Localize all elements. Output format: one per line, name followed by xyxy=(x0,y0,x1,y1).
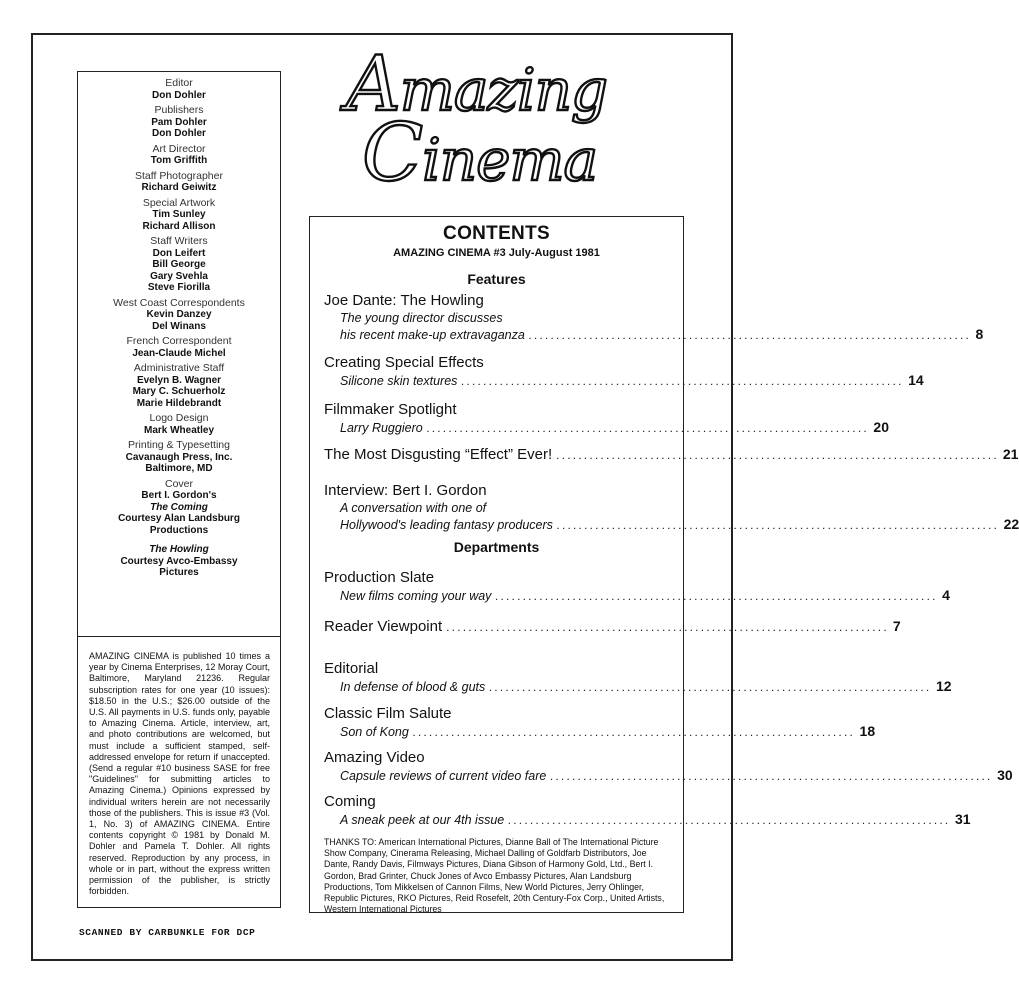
staff-name: Steve Fiorilla xyxy=(147,282,211,293)
page-number: 30 xyxy=(997,767,1013,783)
logo-line1-initial: A xyxy=(346,39,400,128)
staff-name: Bert I. Gordon's xyxy=(141,490,217,501)
entry-title: Editorial xyxy=(324,660,379,677)
logo-line2-initial: C xyxy=(362,106,423,199)
staff-name: Gary Svehla xyxy=(150,270,208,282)
staff-role: West Coast Correspondents xyxy=(113,296,245,309)
staff-name: Cavanaugh Press, Inc. xyxy=(125,451,233,463)
staff-role: Printing & Typesetting xyxy=(128,439,230,451)
leader-dots: ................................................................................ xyxy=(550,769,994,783)
department-entry xyxy=(324,617,901,636)
leader-dots: ................................................................................ xyxy=(495,589,939,603)
staff-name: Tim Sunley xyxy=(152,209,206,220)
amazing-cinema-logo xyxy=(326,39,674,199)
features-heading: Features xyxy=(467,271,526,287)
department-entry xyxy=(324,793,971,828)
entry-subtitle: A conversation with one of xyxy=(340,501,487,515)
staff-role: Staff Photographer xyxy=(135,169,223,182)
page-number: 14 xyxy=(908,372,924,388)
leader-dots: ................................................................................ xyxy=(508,813,951,827)
staff-role: Logo Design xyxy=(149,412,209,424)
staff-name: Jean-Claude Michel xyxy=(132,347,226,359)
entry-subtitle: New films coming your way xyxy=(340,589,492,603)
department-entry xyxy=(324,569,950,604)
feature-entry xyxy=(324,292,984,343)
entry-subtitle: Silicone skin textures xyxy=(340,374,458,388)
feature-entry xyxy=(324,445,1019,464)
staff-role: French Correspondent xyxy=(126,335,232,347)
entry-subtitle: Hollywood's leading fantasy producers xyxy=(340,518,553,532)
staff-name: Productions xyxy=(149,524,209,536)
staff-name: Richard Allison xyxy=(142,220,216,232)
entry-title: Joe Dante: The Howling xyxy=(324,292,484,309)
staff-role: Art Director xyxy=(152,142,206,155)
feature-entry xyxy=(324,482,1019,533)
staff-name: Baltimore, MD xyxy=(145,463,213,474)
entry-title: Production Slate xyxy=(324,569,435,586)
issue-line: AMAZING CINEMA #3 July-August 1981 xyxy=(393,247,600,259)
staff-name: Don Dohler xyxy=(152,128,206,139)
page-number: 4 xyxy=(942,587,950,603)
contents-box xyxy=(309,216,1019,915)
page-number: 22 xyxy=(1003,516,1019,532)
leader-dots: ................................................................................ xyxy=(461,374,905,388)
entry-subtitle: In defense of blood & guts xyxy=(340,680,486,694)
publication-info-text: AMAZING CINEMA is published 10 times a year by Cinema Enterprises, 12 Moray Court, Baltimore, Maryland 21236. Regular subscription rates for one year (10 issues): $18.50 in the U.S.; $26.00 outside of the U.S. All payments in U.S. funds only, payable to Amazing Cinema. Article, interview, art, and photo contributions are welcomed, but must include a sufficient stamped, self-addressed envelope for return if unaccepted. (Send a regular #10 business SASE for free "Guidelines" for submitting articles to Amazing Cinema.) Opinions expressed by individual writers herein are not necessarily those of the publishers. This is issue #3 (Vol. 1, No. 3) of AMAZING CINEMA. Entire contents copyright © 1981 by Donald M. Dohler and Pamela T. Dohler. All rights reserved. Reproduction by any process, in whole or in part, without the express written permission of the publisher, is strictly forbidden. xyxy=(89,651,270,897)
staff-name: Don Dohler xyxy=(152,89,206,101)
entry-subtitle: Capsule reviews of current video fare xyxy=(340,769,547,783)
entry-subtitle: his recent make-up extravaganza xyxy=(340,328,525,342)
staff-name: Bill George xyxy=(152,259,206,270)
staff-name: Marie Hildebrandt xyxy=(136,397,222,409)
leader-dots: ................................................................................ xyxy=(446,620,889,634)
feature-entry xyxy=(324,354,924,389)
staff-name: Pictures xyxy=(159,567,199,578)
entry-subtitle: A sneak peek at our 4th issue xyxy=(340,813,505,827)
page-number: 12 xyxy=(935,678,952,694)
departments-heading: Departments xyxy=(453,539,540,555)
staff-role: Publishers xyxy=(154,104,204,116)
entry-title: Coming xyxy=(324,793,376,810)
entry-title: Classic Film Salute xyxy=(324,705,452,722)
page-number: 20 xyxy=(873,419,889,435)
staff-name: Courtesy Avco-Embassy xyxy=(120,555,238,567)
staff-name: The Coming xyxy=(150,501,208,513)
staff-name: Courtesy Alan Landsburg xyxy=(118,513,240,524)
entry-title: Interview: Bert I. Gordon xyxy=(324,482,487,499)
staff-role: Cover xyxy=(164,477,193,490)
page-number: 8 xyxy=(975,326,984,342)
entry-title: The Most Disgusting “Effect” Ever! xyxy=(324,446,553,463)
contents-title: CONTENTS xyxy=(443,223,550,244)
department-entry xyxy=(324,749,1013,784)
entry-subtitle: The young director discusses xyxy=(340,311,503,325)
leader-dots: ................................................................................ xyxy=(556,518,1000,532)
staff-name: Del Winans xyxy=(152,320,206,332)
department-entry xyxy=(324,660,952,695)
staff-role: Administrative Staff xyxy=(133,362,225,374)
staff-name: The Howling xyxy=(149,544,209,555)
staff-box xyxy=(77,71,281,637)
staff-name: Evelyn B. Wagner xyxy=(136,374,222,386)
page-number: 7 xyxy=(892,618,901,634)
feature-entry xyxy=(324,401,889,436)
leader-dots: ................................................................................ xyxy=(426,421,870,435)
thanks-text: THANKS TO: American International Pictures, Dianne Ball of The International Picture Show Company, Cinerama Releasing, Michael Dalling of Goldfarb Distributors, Joe Dante, Randy Davis, Filmways Pictures, Diana Gibson of Harmony Gold, Ltd., Bert I. Gordon, Brad Grinter, Chuck Jones of Avco Embassy Pictures, Alan Landsburg Productions, Tom Mikkelsen of Cannon Films, New World Pictures, Jerry Ohlinger, Republic Pictures, RKO Pictures, Reid Rosefelt, 20th Century-Fox Corp., United Artists, Western International Pictures xyxy=(324,837,665,915)
entry-title: Filmmaker Spotlight xyxy=(324,401,457,418)
leader-dots: ................................................................................ xyxy=(528,328,972,342)
department-entry xyxy=(324,705,876,740)
entry-title: Reader Viewpoint xyxy=(324,618,443,635)
logo-line1-rest: mazing xyxy=(399,56,608,124)
staff-name: Mark Wheatley xyxy=(143,424,215,436)
entry-subtitle: Son of Kong xyxy=(340,725,409,739)
entry-title: Creating Special Effects xyxy=(324,354,484,371)
leader-dots: ................................................................................ xyxy=(412,725,856,739)
staff-name: Richard Geiwitz xyxy=(141,182,217,193)
staff-role: Editor xyxy=(165,77,193,89)
leader-dots: ................................................................................ xyxy=(489,680,932,694)
page-number: 18 xyxy=(859,723,876,739)
staff-name: Kevin Danzey xyxy=(146,309,212,320)
staff-name: Pam Dohler xyxy=(151,116,207,128)
page-number: 31 xyxy=(954,811,971,827)
entry-subtitle: Larry Ruggiero xyxy=(340,421,423,435)
scanned-note: SCANNED BY CARBUNKLE FOR DCP xyxy=(79,927,256,938)
leader-dots: ................................................................................ xyxy=(556,448,999,462)
staff-name: Don Leifert xyxy=(152,247,206,259)
staff-name xyxy=(78,536,280,544)
staff-role: Special Artwork xyxy=(142,196,216,209)
page-number: 21 xyxy=(1002,446,1019,462)
entry-title: Amazing Video xyxy=(324,749,425,766)
staff-name: Tom Griffith xyxy=(150,155,208,166)
publication-info-box xyxy=(77,636,281,908)
staff-role: Staff Writers xyxy=(150,235,208,247)
staff-name: Mary C. Schuerholz xyxy=(132,386,226,397)
logo-line2-rest: inema xyxy=(422,126,598,194)
